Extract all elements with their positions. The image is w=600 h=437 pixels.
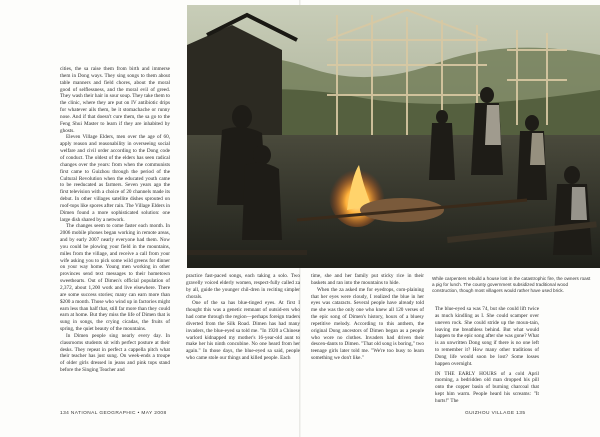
paragraph: cities, the sa raise them from birth and immerse them in Dong ways. They sing songs to them about table manners and field chores, about the moral good of selflessness, and the moral evil of greed. They wash their hair in sour soup. They take them to the clinic, where they are put on IV antibiotic drips for whatever ails them, be it stomachache or runny nose. And if that doesn't cure them, the sa go to the Feng Shui Master to learn if they are inhabited by ghosts. [60,66,170,134]
folio-left: 134 NATIONAL GEOGRAPHIC • MAY 2008 [60,411,167,416]
text-column-3 [311,273,424,362]
paragraph: The blue-eyed sa was 74, but she could lift twice as much kindling as I. She could scamper over uneven rock. She could stride up the moun-tain, leaving me breathless behind. But what would happen to the epic song after she was gone? What is an unwritten Dong song if there is no one left to remember it? How many other traditions of Dong life would soon be lost? Some losses happen overnight. [435,306,539,367]
text-column-1 [60,66,170,374]
photo-illustration [187,5,600,268]
paragraph: In Dimen people sing nearly every day. In classrooms students sit with perfect posture at their desks. They repeat in perfect a cappella pitch what their teacher has just sung. On week-ends a troupe of older girls dressed in jeans and pink tops stand before the Singing Teacher and [60,332,170,374]
village-photo [187,5,600,268]
paragraph: Eleven Village Elders, men over the age of 60, apply reason and reasonability in overseeing social welfare and civil order according to the Dong code of conduct. The oldest of the elders has seen radical changes over the years: from when the communists first came to Guizhou through the period of the Cultural Revolution when the educated youth came to be reeducated as farmers. Seven years ago the first television with a choice of 20 channels made its debut. In other villages satellite dishes sprouted on roof-tops like spores after rain. The Village Elders in Dimen found a more sophisticated solution: one large dish shared by a network. [60,134,170,223]
paragraph: The changes seem to come faster each month. In 2006 mobile phones began working in remote areas, and by early 2007 nearly everyone had them. Now you could be plowing your field in the mountains, miles from the village, and receive a call from your wife asking you to pick some wild greens for dinner on your way home. Young men working in other provinces send text messages to their hometown sweethearts. Out of Dimen's official population of 2,372, about 1,200 work and live elsewhere. There are some success stories; many can earn more than $200 a month. Those who wind up in factories might earn less than half that, still far more than they could earn at home. But they miss the life of Dimen that is sung in songs, the crying cicadas, the fruits of spring, the quiet beauty of the mountains. [60,223,170,333]
paragraph: When the za asked me for eyedrops, com-plaining that her eyes were cloudy, I realized the blue in her eyes was cataracts. Several people have already told me she was the only one who knew all 120 verses of the epic song of Dimen's history, hours of a bluesy repetitive melody. According to this anthem, the original Dong ancestors of Dimen began as a people who wore no clothes. Invaders had driven their descen-dants to Dimen. "That old song is boring," two teenage girls later told me. "We're too busy to learn something we don't like." [311,286,424,362]
photo-caption: While carpenters rebuild a house lost in the catastrophic fire, the owners roast a pig for lunch. The county government subsidized traditional wood construction, though most villagers would rather have used brick. [432,276,591,293]
paragraph: IN THE EARLY HOURS of a cold April morning, a bedridden old man dropped his pill onto the copper basin of burning charcoal that kept him warm. People heard his screams: "It hurts!" The [435,370,539,404]
text-column-2 [186,273,300,362]
paragraph: time, she and her family put sticky rice in their baskets and ran into the mountains to hide. [311,273,424,286]
text-column-4 [435,306,539,405]
paragraph: One of the sa has blue-tinged eyes. At first I thought this was a genetic remnant of outsid-ers who had come through the region—perhaps foreign traders diverted from the Silk Road. Dimen has had many invaders, the blue-eyed sa told me. "In 1920 a Chinese warlord kidnapped my mother's 16-year-old aunt to make her his ninth concubine. No one heard from her again." In those days, the blue-eyed sa said, people who came stole our things and killed people. Each [186,300,300,362]
paragraph: practice fast-paced songs, each taking a solo. Two gravelly voiced elderly women, respect-fully called za by all, guide the younger chil-dren in reciting simpler chorals. [186,273,300,300]
folio-right: GUIZHOU VILLAGE 135 [465,411,526,416]
